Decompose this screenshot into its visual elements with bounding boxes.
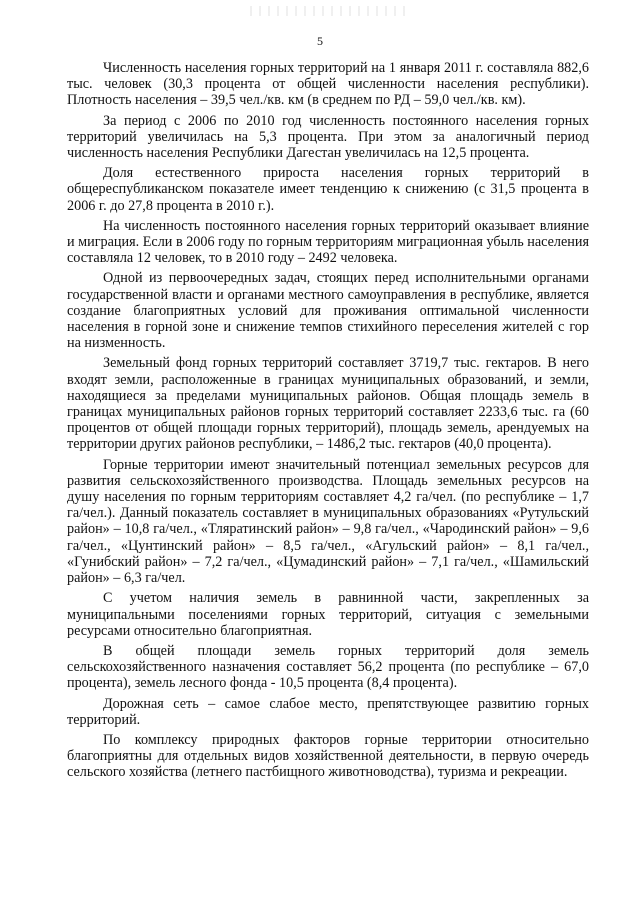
paragraph-population-change: За период с 2006 по 2010 год численность постоянного населения горных территорий увеличилась на 5,3 процента. При этом за аналогичный период численность населения Республики Дагестан увеличилась на 12,5 процента. xyxy=(67,112,589,162)
paragraph-land-fund: Земельный фонд горных территорий составляет 3719,7 тыс. гектаров. В него входят земли, расположенные в границах муниципальных образований, и земли, находящиеся за пределами муниципальных районов. Общая площадь земель в границах муниципальных районов горных территорий составляет 2233,6 тыс. га (60 процентов от общей площади горных территорий), площадь земель, арендуемых на территории других районов республики, – 1486,2 тыс. гектаров (40,0 процента). xyxy=(67,355,589,453)
paragraph-population: Численность населения горных территорий на 1 января 2011 г. составляла 882,6 тыс. человек (30,3 процента от общей численности населения республики). Плотность населения – 39,5 чел./кв. км (в среднем по РД – 59,0 чел./кв. км). xyxy=(67,60,589,109)
paragraph-natural-growth: Доля естественного прироста населения горных территорий в общереспубликанском показателе имеет тенденцию к снижению (с 31,5 процента в 2006 г. до 27,8 процента в 2010 г.). xyxy=(67,165,589,214)
paragraph-lowland-lands: С учетом наличия земель в равнинной части, закрепленных за муниципальными поселениями горных территорий, ситуация с земельными ресурсами относительно благоприятная. xyxy=(67,590,589,639)
paragraph-land-share: В общей площади земель горных территорий доля земель сельскохозяйственного назначения составляет 56,2 процента (по республике – 67,0 процента), земель лесного фонда - 10,5 процента (8,4 процента). xyxy=(67,642,589,692)
body-text xyxy=(67,60,589,785)
scan-artifact xyxy=(250,6,410,16)
page-number: 5 xyxy=(317,34,323,48)
paragraph-migration: На численность постоянного населения горных территорий оказывает влияние и миграция. Если в 2006 году по горным территориям миграционная убыль населения составляла 12 человек, то в 2010 году – 2492 человека. xyxy=(67,217,589,267)
paragraph-natural-factors: По комплексу природных факторов горные территории относительно благоприятны для отдельных видов хозяйственной деятельности, в первую очередь сельского хозяйства (летнего пастбищного животноводства), туризма и рекреации. xyxy=(67,731,589,781)
paragraph-land-resources: Горные территории имеют значительный потенциал земельных ресурсов для развития сельскохозяйственного производства. Площадь земельных ресурсов на душу населения по горным территориям составляет 4,2 га/чел. (по республике – 1,7 га/чел.). Данный показатель составляет в муниципальных образованиях «Рутульский район» – 10,8 га/чел., «Тляратинский район» – 9,8 га/чел., «Чародинский район» – 9,6 га/чел., «Цунтинский район» – 8,5 га/чел., «Агульский район» – 8,1 га/чел., «Гунибский район» – 7,2 га/чел., «Цумадинский район» – 7,1 га/чел., «Шамильский район» – 6,3 га/чел. xyxy=(67,456,589,587)
paragraph-road-network: Дорожная сеть – самое слабое место, препятствующее развитию горных территорий. xyxy=(67,695,589,728)
paragraph-priority-tasks: Одной из первоочередных задач, стоящих перед исполнительными органами государственной власти и органами местного самоуправления в республике, является создание благоприятных условий для проживания оптимальной численности населения в горной зоне и снижение темпов стихийного переселения жителей с гор на низменность. xyxy=(67,270,589,352)
